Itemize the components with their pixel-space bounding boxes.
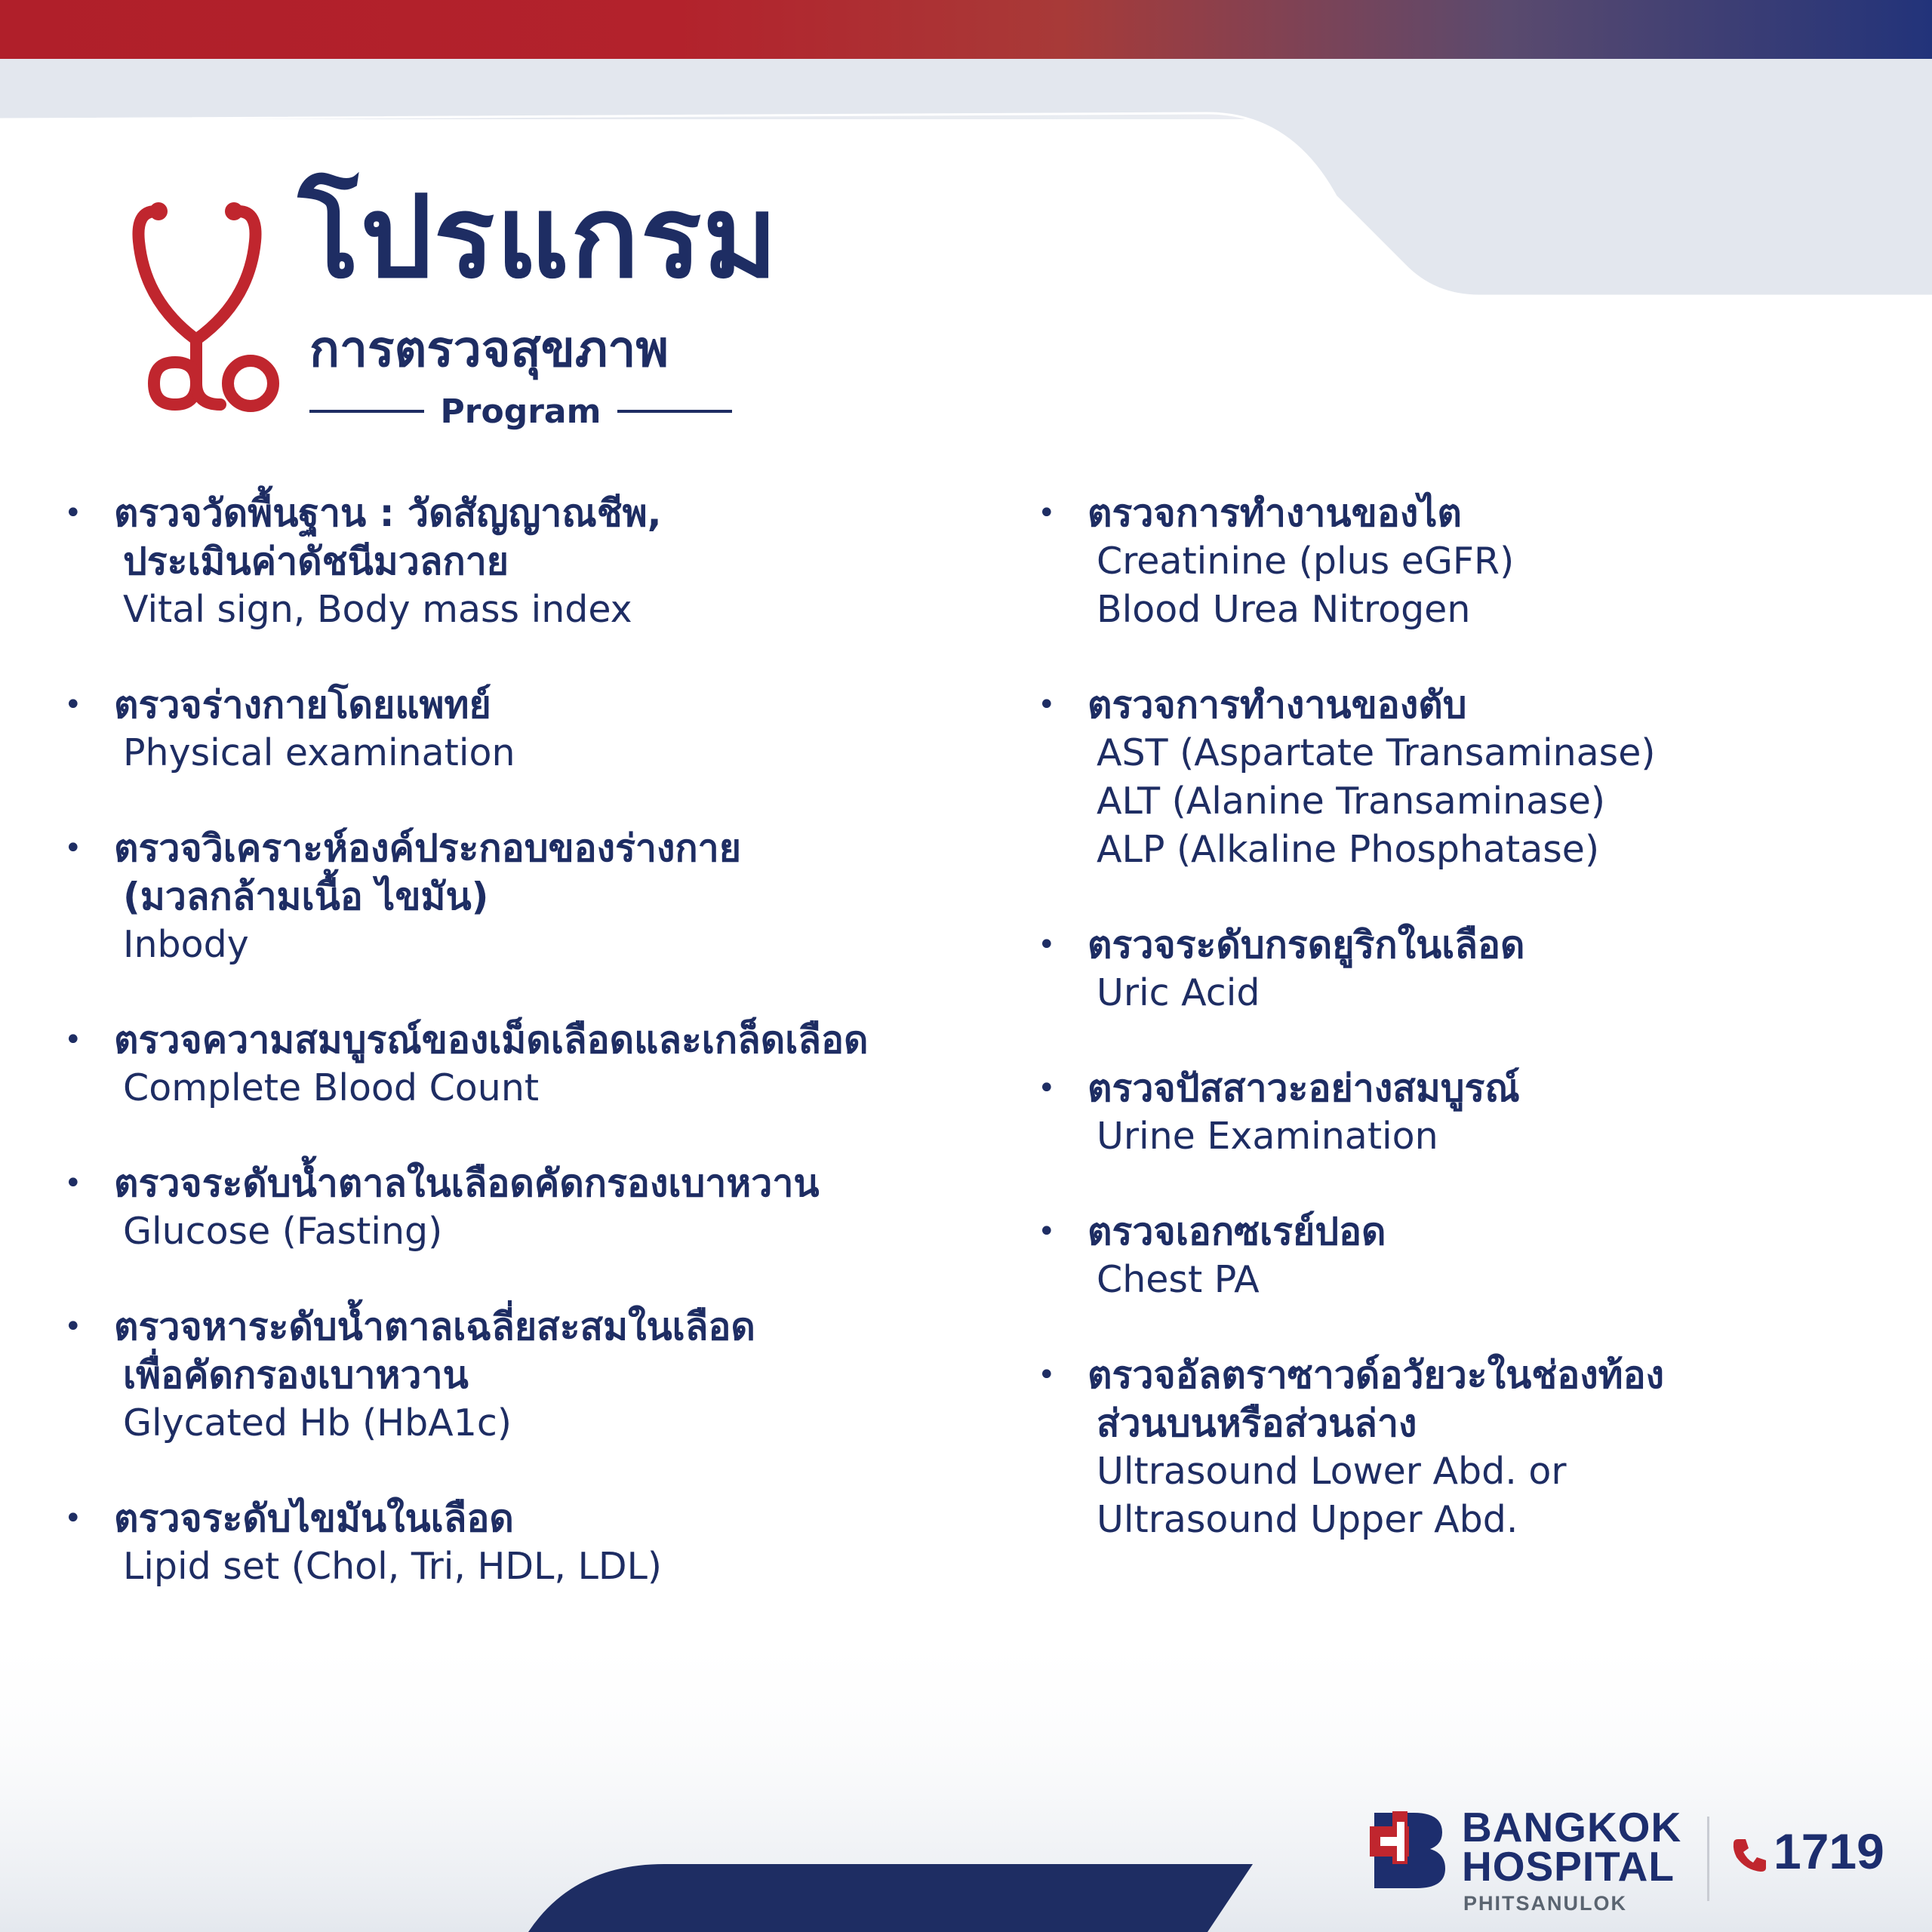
left-checkup-list xyxy=(64,489,992,1591)
item-english-name: ALP (Alkaline Phosphatase) xyxy=(1097,828,1600,871)
item-english-name: Creatinine (plus eGFR) xyxy=(1097,540,1515,583)
bullet-icon: • xyxy=(64,688,82,722)
bullet-icon: • xyxy=(1038,928,1056,962)
item-english-name: Lipid set (Chol, Tri, HDL, LDL) xyxy=(123,1545,663,1588)
item-thai-title: ประเมินค่าดัชนีมวลกาย xyxy=(123,540,509,583)
hospital-name xyxy=(1462,1804,1682,1890)
divider-line xyxy=(309,410,424,413)
bullet-icon: • xyxy=(1038,1214,1056,1249)
program-subtitle: การตรวจสุขภาพ xyxy=(309,320,669,378)
bullet-icon: • xyxy=(64,1309,82,1344)
item-thai-title: เพื่อคัดกรองเบาหวาน xyxy=(123,1353,469,1397)
item-thai-title: ตรวจหาระดับน้ำตาลเฉลี่ยสะสมในเลือด xyxy=(114,1305,755,1349)
item-english-name: ALT (Alanine Transaminase) xyxy=(1097,780,1606,823)
item-thai-title: ตรวจการทำงานของตับ xyxy=(1088,683,1467,727)
item-thai-title: ส่วนบนหรือส่วนล่าง xyxy=(1097,1401,1417,1445)
item-english-name: Chest PA xyxy=(1097,1258,1260,1301)
divider-line xyxy=(617,410,732,413)
checkup-item xyxy=(64,1494,992,1591)
hospital-name-line2: HOSPITAL xyxy=(1462,1843,1675,1890)
item-thai-title: ตรวจการทำงานของไต xyxy=(1088,491,1462,535)
item-english-name: Blood Urea Nitrogen xyxy=(1097,588,1471,631)
bullet-icon: • xyxy=(64,831,82,866)
item-thai-title: ตรวจความสมบูรณ์ของเม็ดเลือดและเกล็ดเลือด xyxy=(114,1018,869,1062)
bullet-icon: • xyxy=(1038,1358,1056,1392)
checkup-item xyxy=(1038,1351,1883,1544)
checkup-item xyxy=(1038,681,1883,874)
hospital-name-line1: BANGKOK xyxy=(1462,1804,1682,1850)
program-logo xyxy=(128,172,780,438)
bullet-icon: • xyxy=(1038,688,1056,722)
footer-divider xyxy=(1707,1817,1709,1901)
item-thai-title: ตรวจระดับไขมันในเลือด xyxy=(114,1497,514,1540)
checkup-item xyxy=(64,681,992,777)
bullet-icon: • xyxy=(64,496,82,531)
item-thai-title: ตรวจระดับกรดยูริกในเลือด xyxy=(1088,923,1525,967)
checkup-item xyxy=(64,1303,992,1447)
bullet-icon: • xyxy=(64,1501,82,1536)
item-english-name: AST (Aspartate Transaminase) xyxy=(1097,731,1656,774)
checkup-item xyxy=(1038,1208,1883,1304)
bullet-icon: • xyxy=(1038,496,1056,531)
stethoscope-icon xyxy=(128,181,294,430)
hospital-branch: PHITSANULOK xyxy=(1463,1892,1627,1915)
hospital-footer xyxy=(1370,1804,1898,1921)
checkup-item xyxy=(1038,1064,1883,1161)
item-thai-title: ตรวจเอกซเรย์ปอด xyxy=(1088,1210,1386,1254)
bullet-icon: • xyxy=(64,1023,82,1057)
item-english-name: Inbody xyxy=(123,923,249,966)
program-label-row xyxy=(309,389,732,434)
bullet-icon: • xyxy=(1038,1071,1056,1106)
checkup-item xyxy=(64,824,992,969)
item-thai-title: (มวลกล้ามเนื้อ ไขมัน) xyxy=(123,875,489,918)
item-english-name: Glycated Hb (HbA1c) xyxy=(123,1401,512,1444)
item-english-name: Glucose (Fasting) xyxy=(123,1210,443,1253)
right-checkup-list xyxy=(1038,489,1883,1544)
item-english-name: Physical examination xyxy=(123,731,515,774)
hotline-number[interactable]: 1719 xyxy=(1774,1823,1884,1879)
item-thai-title: ตรวจร่างกายโดยแพทย์ xyxy=(114,683,491,727)
item-thai-title: ตรวจอัลตราซาวด์อวัยวะในช่องท้อง xyxy=(1088,1353,1665,1397)
item-thai-title: ตรวจวัดพื้นฐาน : วัดสัญญาณชีพ, xyxy=(114,491,662,535)
item-english-name: Urine Examination xyxy=(1097,1115,1438,1158)
checkup-item xyxy=(64,1159,992,1256)
checkup-item xyxy=(64,1016,992,1112)
item-english-name: Vital sign, Body mass index xyxy=(123,588,632,631)
bullet-icon: • xyxy=(64,1166,82,1201)
hospital-logo-icon xyxy=(1370,1811,1448,1890)
program-title: โปรแกรม xyxy=(298,172,780,303)
item-english-name: Complete Blood Count xyxy=(123,1066,540,1109)
item-thai-title: ตรวจปัสสาวะอย่างสมบูรณ์ xyxy=(1088,1066,1520,1110)
item-thai-title: ตรวจวิเคราะห์องค์ประกอบของร่างกาย xyxy=(114,826,742,870)
program-label: Program xyxy=(440,392,601,431)
phone-icon xyxy=(1730,1836,1768,1874)
item-english-name: Uric Acid xyxy=(1097,971,1260,1014)
checkup-item xyxy=(64,489,992,634)
checkup-item xyxy=(1038,921,1883,1017)
item-english-name: Ultrasound Upper Abd. xyxy=(1097,1498,1518,1541)
item-thai-title: ตรวจระดับน้ำตาลในเลือดคัดกรองเบาหวาน xyxy=(114,1161,820,1205)
item-english-name: Ultrasound Lower Abd. or xyxy=(1097,1450,1567,1493)
checkup-item xyxy=(1038,489,1883,634)
